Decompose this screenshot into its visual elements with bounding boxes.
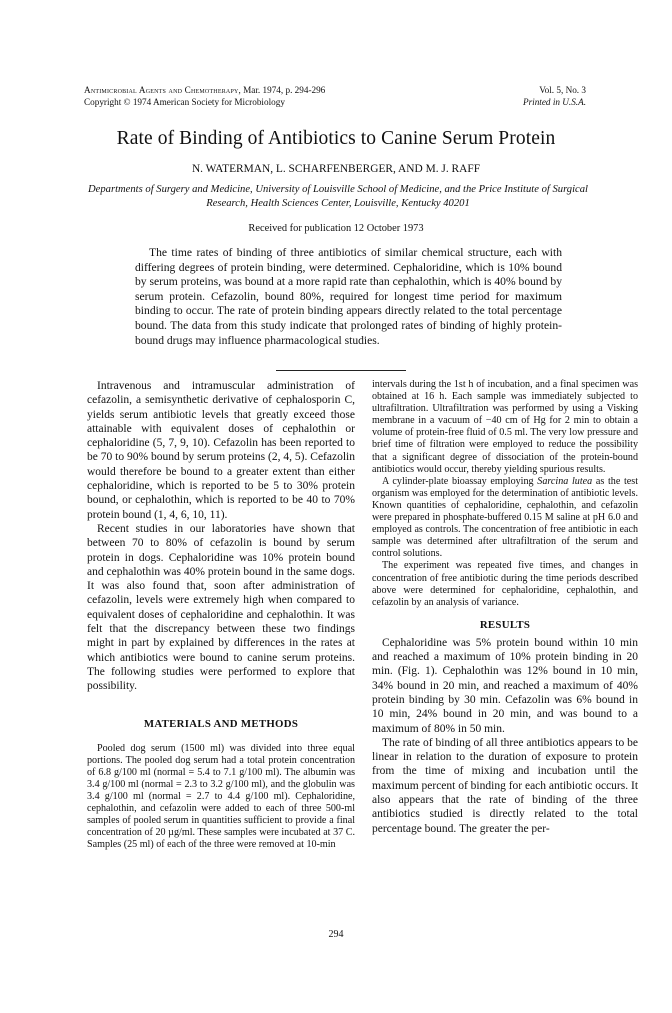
journal-citation-line — [84, 84, 325, 96]
received-date: Received for publication 12 October 1973 — [248, 223, 424, 234]
methods-paragraph-1: Pooled dog serum (1500 ml) was divided into three equal portions. The pooled dog serum had a total protein concentration of 6.8 g/100 ml (normal = 5.4 to 7.1 g/100 ml). The albumin was 3.4 g/100 ml (normal = 2.3 to 3.2 g/100 ml), and the globulin was 3.4 g/100 ml (normal = 2.7 to 4.4 g/100 ml). Cephaloridine, cephalothin, and cefazolin were added to each of three 500-ml samples of pooled serum in quantities sufficient to provide a final concentration of 20 µg/ml. These samples were incubated at 37 C. Samples (25 ml) of each of the three were removed at 10-min — [87, 742, 355, 851]
abstract-divider — [276, 370, 406, 371]
printed-in: Printed in U.S.A. — [522, 97, 586, 107]
test-organism-name: Sarcina lutea — [537, 475, 593, 487]
volume-issue: Vol. 5, No. 3 — [539, 85, 586, 95]
article-title: Rate of Binding of Antibiotics to Canine Serum Protein — [116, 128, 556, 149]
journal-citation: , Mar. 1974, p. 294-296 — [238, 85, 326, 95]
methods-paragraph-2-start: A cylinder-plate bioassay employing — [382, 475, 538, 487]
methods-heading: MATERIALS AND METHODS — [143, 717, 299, 730]
results-paragraph-1: Cephaloridine was 5% protein bound within 10 min and reached a maximum of 10% protein binding in 20 min. (Fig. 1). Cephalothin was 12% bound in 10 min, 34% bound in 20 min, and reached a maximum of 40% protein binding by 30 min. Cefazolin was 6% bound in 10 min, 24% bound in 20 min, and was bound to a maximum of 80% in 50 min. — [372, 636, 638, 735]
right-column — [372, 379, 638, 836]
journal-name: Antimicrobial Agents and Chemotherapy — [84, 85, 239, 95]
author-list: N. WATERMAN, L. SCHARFENBERGER, AND M. J. RAFF — [191, 163, 481, 175]
intro-paragraph-1: Intravenous and intramuscular administration of cefazolin, a semisynthetic derivative of cephalosporin C, yields serum antibiotic levels that greatly exceed those attainable with equivalent doses of cephalothin or cephaloridine (5, 7, 9, 10). Cefazolin has been reported to be 70 to 90% bound by serum proteins (2, 4, 5). Cefazolin would therefore be bound to a greater extent than either cephaloridine, which is reported to be 5 to 30% protein bound, or cephalothin, which is reported to be 40 to 70% protein bound (1, 4, 6, 10, 11). — [87, 380, 355, 521]
methods-paragraph-2-end: as the test organism was employed for the determination of antibiotic levels. Known quantities of cephaloridine, cephalothin, and cefazolin were prepared in phosphate-buffered 0.15 M saline at pH 6.0 and employed as controls. The concentration of free antibiotic in each sample was determined after ultrafiltration of the serum and control solutions. — [372, 475, 639, 560]
copyright-line: Copyright © 1974 American Society for Microbiology — [84, 97, 285, 107]
abstract: The time rates of binding of three antibiotics of similar chemical structure, each with differing degrees of protein binding, were determined. Cephaloridine, which is 10% bound by serum proteins, was bound at a more rapid rate than cephalothin, which is 40% bound by serum protein. Cefazolin, bound 80%, required for longest time period for maximum binding to occur. The rate of protein binding appears directly related to the total percentage bound. The data from this study indicate that prolonged rates of binding of highly protein-bound drugs may influence pharmacological studies. — [135, 246, 562, 347]
running-header-left — [84, 84, 325, 108]
intro-paragraph-2: Recent studies in our laboratories have shown that between 70 to 80% of cefazolin is bound by serum protein in dogs. Cephaloridine was 10% protein bound and cephalothin was 40% protein bound in the same dogs. It was also found that, soon after administration of cefazolin, levels were extremely high when compared to equivalent doses of cephaloridine and cephalothin. It was felt that the discrepancy between these two findings might in part by explained by differences in the rates at which antibiotics were bound to canine serum proteins. The following studies were performed to explore that possibility. — [87, 522, 355, 693]
results-paragraph-2: The rate of binding of all three antibiotics appears to be linear in relation to the duration of exposure to protein from the time of mixing and incubation until the maximum percent of binding for each antibiotic occurs. It also appears that the rate of binding of the three antibiotics studied is directly related to the total percentage bound. The greater the per- — [372, 736, 639, 835]
methods-paragraph-3: The experiment was repeated five times, and changes in concentration of free antibiotic during the time periods described above were determined for cephaloridine, cephalothin, and cefazolin by an analysis of variance. — [372, 560, 638, 608]
left-column — [87, 379, 355, 851]
running-header-right — [523, 84, 586, 108]
results-heading: RESULTS — [479, 618, 531, 631]
page-number: 294 — [328, 929, 344, 940]
author-affiliation: Departments of Surgery and Medicine, University of Louisville School of Medicine, and the Price Institute of Surgical Research, Health Sciences Center, Louisville, Kentucky 40201 — [88, 184, 588, 209]
methods-paragraph-1-continued: intervals during the 1st h of incubation, and a final specimen was obtained at 16 h. Each sample was immediately subjected to ultrafiltration. Ultrafiltration was performed by using a Visking membrane in a vacuum of −40 cm of Hg for 2 min to obtain a volume of protein-free fluid of 0.5 ml. The very low pressure and brief time of filtration were employed to reduce the possibility that a significant degree of dissociation of the protein-bound antibiotics would occur, thereby yielding spurious results. — [372, 379, 638, 475]
methods-paragraph-2 — [372, 476, 638, 561]
